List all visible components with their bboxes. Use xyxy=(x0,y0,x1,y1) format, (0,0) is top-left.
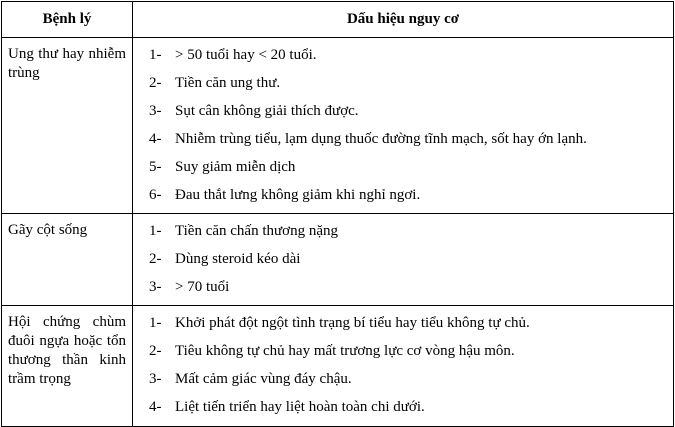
item-text: > 50 tuổi hay < 20 tuổi. xyxy=(175,47,317,63)
item-number: 4- xyxy=(149,399,162,415)
list-item xyxy=(149,369,673,397)
signs-cell xyxy=(133,214,674,306)
list-item xyxy=(149,101,673,129)
header-risk-signs: Dấu hiệu nguy cơ xyxy=(133,2,674,38)
list-item xyxy=(149,73,673,101)
list-item xyxy=(149,157,673,185)
item-text: Tiền căn chấn thương nặng xyxy=(175,223,338,239)
item-text: Dùng steroid kéo dài xyxy=(175,251,301,267)
item-number: 3- xyxy=(149,371,162,387)
item-text: Đau thắt lưng không giảm khi nghỉ ngơi. xyxy=(175,187,421,203)
signs-cell xyxy=(133,38,674,214)
risk-signs-table xyxy=(1,1,674,427)
disease-name: Gãy cột sống xyxy=(8,222,88,238)
list-item xyxy=(149,341,673,369)
table-row-spinal-fracture xyxy=(2,214,674,306)
item-text: > 70 tuổi xyxy=(175,279,230,295)
disease-cell xyxy=(2,306,133,427)
sign-list xyxy=(149,221,673,305)
table-row-cauda-equina xyxy=(2,306,674,427)
sign-list xyxy=(149,313,673,425)
table-row-cancer-infection xyxy=(2,38,674,214)
list-item xyxy=(149,185,673,213)
list-item xyxy=(149,45,673,73)
disease-name: Ung thư hay nhiễm trùng xyxy=(8,46,126,81)
item-number: 2- xyxy=(149,251,162,267)
table-header-row xyxy=(2,2,674,38)
item-number: 2- xyxy=(149,343,162,359)
list-item xyxy=(149,221,673,249)
item-number: 4- xyxy=(149,131,162,147)
item-number: 1- xyxy=(149,315,162,331)
signs-cell xyxy=(133,306,674,427)
sign-list xyxy=(149,45,673,213)
item-text: Suy giảm miễn dịch xyxy=(175,159,296,175)
item-text: Nhiễm trùng tiểu, lạm dụng thuốc đường tĩnh mạch, sốt hay ớn lạnh. xyxy=(175,131,587,147)
list-item xyxy=(149,249,673,277)
list-item xyxy=(149,313,673,341)
item-number: 3- xyxy=(149,279,162,295)
item-number: 3- xyxy=(149,103,162,119)
item-text: Mất cảm giác vùng đáy chậu. xyxy=(175,371,352,387)
item-number: 6- xyxy=(149,187,162,203)
list-item xyxy=(149,129,673,157)
disease-cell xyxy=(2,214,133,306)
item-text: Khởi phát đột ngột tình trạng bí tiểu hay tiểu không tự chủ. xyxy=(175,315,530,331)
item-text: Tiền căn ung thư. xyxy=(175,75,281,91)
disease-cell xyxy=(2,38,133,214)
item-number: 1- xyxy=(149,223,162,239)
item-number: 5- xyxy=(149,159,162,175)
list-item xyxy=(149,397,673,425)
item-number: 2- xyxy=(149,75,162,91)
disease-name: Hội chứng chùm đuôi ngựa hoặc tổn thương thần kinh trầm trọng xyxy=(8,314,126,387)
item-text: Tiêu không tự chủ hay mất trương lực cơ vòng hậu môn. xyxy=(175,343,515,359)
item-text: Liệt tiến triển hay liệt hoàn toàn chi dưới. xyxy=(175,399,425,415)
item-text: Sụt cân không giải thích được. xyxy=(175,103,359,119)
item-number: 1- xyxy=(149,47,162,63)
list-item xyxy=(149,277,673,305)
header-disease: Bệnh lý xyxy=(2,2,133,38)
